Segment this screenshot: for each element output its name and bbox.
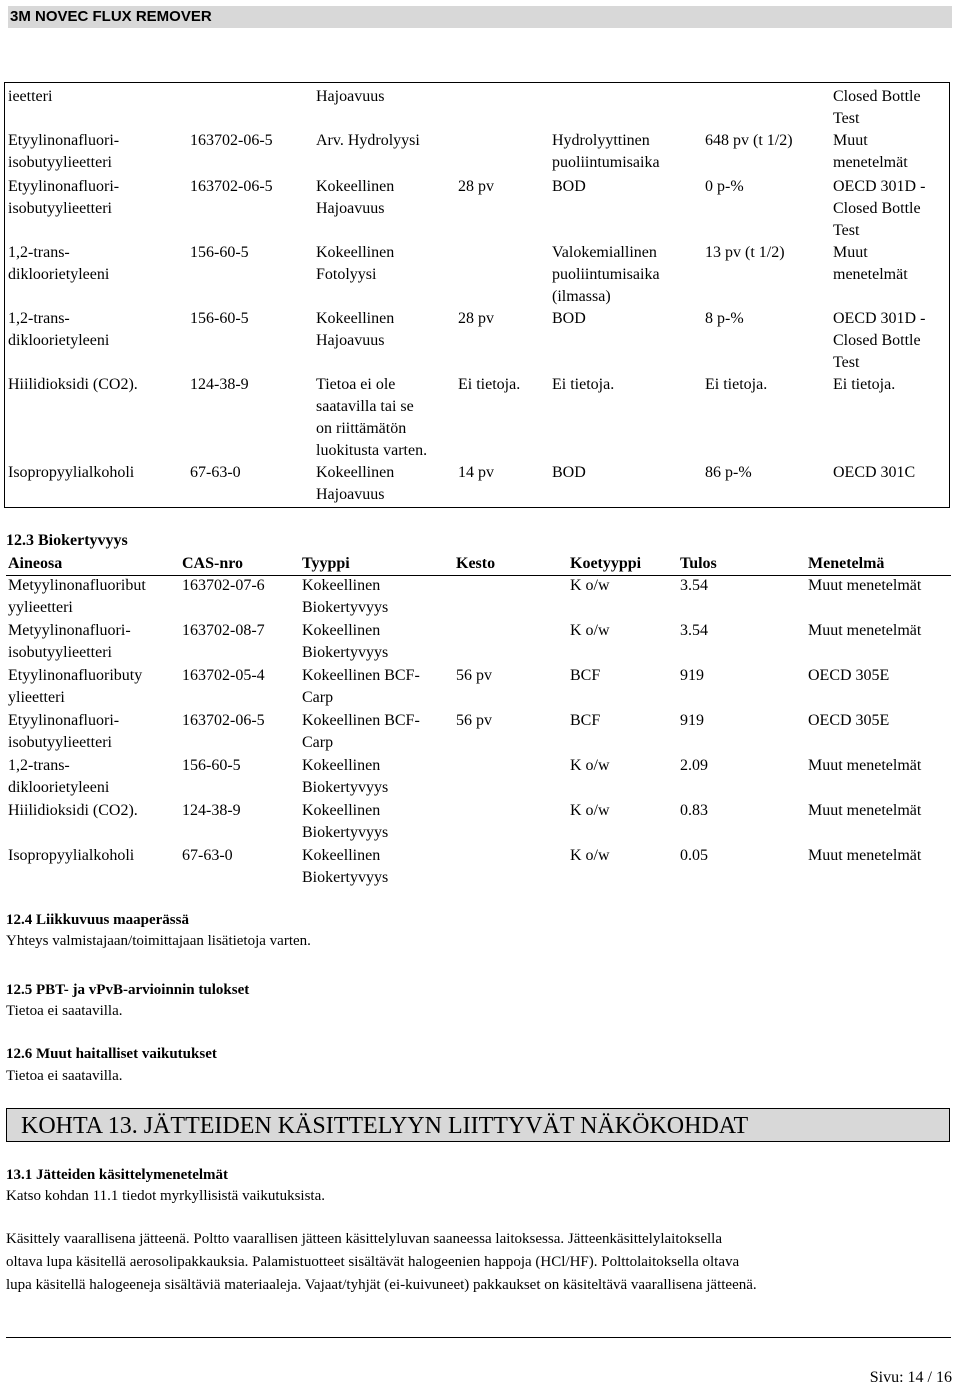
bioaccumulation-cell-duration: 56 pv xyxy=(456,712,492,729)
bioaccumulation-cell-method: Muut menetelmät xyxy=(808,847,922,864)
degradation-cell-method: Closed Bottle Test xyxy=(833,88,921,127)
degradation-cell-type: Kokeellinen Hajoavuus xyxy=(316,310,395,349)
section-12-4-heading: 12.4 Liikkuvuus maaperässä xyxy=(6,912,189,928)
degradation-cell-method: Ei tietoja. xyxy=(833,376,896,393)
bioaccumulation-cell-test-type: K o/w xyxy=(570,577,610,594)
degradation-cell-method: OECD 301C xyxy=(833,464,916,481)
column-header-duration: Kesto xyxy=(456,555,496,572)
column-header-cas: CAS-nro xyxy=(182,555,244,572)
degradation-cell-cas: 156-60-5 xyxy=(190,244,249,261)
degradation-cell-type: Tietoa ei ole saatavilla tai se on riittämätön luokitusta varten. xyxy=(316,376,428,459)
bioaccumulation-cell-result: 919 xyxy=(680,667,704,684)
bioaccumulation-cell-method: OECD 305E xyxy=(808,667,890,684)
degradation-table xyxy=(4,82,950,508)
degradation-cell-substance: ieetteri xyxy=(8,88,53,105)
degradation-cell-duration: 28 pv xyxy=(458,178,494,195)
bioaccumulation-cell-method: Muut menetelmät xyxy=(808,622,922,639)
bioaccumulation-cell-type: Kokeellinen BCF- Carp xyxy=(302,667,420,706)
degradation-cell-test-type: Ei tietoja. xyxy=(552,376,615,393)
degradation-cell-duration: 28 pv xyxy=(458,310,494,327)
bioaccumulation-cell-substance: Etyylinonafluori- isobutyylieetteri xyxy=(8,712,120,751)
bioaccumulation-cell-result: 3.54 xyxy=(680,577,708,594)
degradation-cell-result: 86 p-% xyxy=(705,464,752,481)
bioaccumulation-cell-cas: 163702-06-5 xyxy=(182,712,265,729)
bioaccumulation-cell-cas: 163702-05-4 xyxy=(182,667,265,684)
degradation-cell-cas: 156-60-5 xyxy=(190,310,249,327)
degradation-cell-result: Ei tietoja. xyxy=(705,376,768,393)
degradation-cell-method: OECD 301D - Closed Bottle Test xyxy=(833,178,926,239)
bioaccumulation-cell-result: 0.83 xyxy=(680,802,708,819)
section-13-1-text: Katso kohdan 11.1 tiedot myrkyllisistä vaikutuksista. xyxy=(6,1188,325,1204)
footer-divider xyxy=(6,1337,951,1338)
degradation-cell-cas: 163702-06-5 xyxy=(190,132,273,149)
bioaccumulation-cell-cas: 124-38-9 xyxy=(182,802,241,819)
column-header-result: Tulos xyxy=(680,555,717,572)
degradation-cell-cas: 124-38-9 xyxy=(190,376,249,393)
degradation-cell-method: OECD 301D - Closed Bottle Test xyxy=(833,310,926,371)
degradation-cell-type: Hajoavuus xyxy=(316,88,385,105)
bioaccumulation-cell-substance: Hiilidioksidi (CO2). xyxy=(8,802,138,819)
bioaccumulation-cell-type: Kokeellinen Biokertyvyys xyxy=(302,802,389,841)
kohta-13-banner: KOHTA 13. JÄTTEIDEN KÄSITTELYYN LIITTYVÄT NÄKÖKOHDAT xyxy=(6,1108,950,1142)
bioaccumulation-cell-result: 3.54 xyxy=(680,622,708,639)
degradation-cell-substance: Etyylinonafluori- isobutyylieetteri xyxy=(8,178,120,217)
degradation-cell-result: 0 p-% xyxy=(705,178,744,195)
section-12-4-text: Yhteys valmistajaan/toimittajaan lisätietoja varten. xyxy=(6,933,311,949)
bioaccumulation-cell-test-type: K o/w xyxy=(570,847,610,864)
bioaccumulation-cell-test-type: K o/w xyxy=(570,757,610,774)
bioaccumulation-cell-test-type: BCF xyxy=(570,667,601,684)
degradation-cell-type: Kokeellinen Hajoavuus xyxy=(316,178,395,217)
bioaccumulation-cell-cas: 163702-08-7 xyxy=(182,622,265,639)
bioaccumulation-cell-cas: 67-63-0 xyxy=(182,847,233,864)
section-13-1-heading: 13.1 Jätteiden käsittelymenetelmät xyxy=(6,1167,229,1183)
bioaccumulation-cell-type: Kokeellinen Biokertyvyys xyxy=(302,847,389,886)
degradation-cell-substance: Hiilidioksidi (CO2). xyxy=(8,376,138,393)
bioaccumulation-cell-method: Muut menetelmät xyxy=(808,577,922,594)
section-12-5-text: Tietoa ei saatavilla. xyxy=(6,1003,123,1019)
bioaccumulation-cell-method: Muut menetelmät xyxy=(808,802,922,819)
bioaccumulation-cell-type: Kokeellinen Biokertyvyys xyxy=(302,757,389,796)
disposal-paragraph-line-2: oltava lupa käsitellä aerosolipakkauksia. Palamistuotteet sisältävät halogeenien happoja (HCl/HF). Polttolaitoksella oltava xyxy=(6,1254,740,1270)
degradation-cell-cas: 163702-06-5 xyxy=(190,178,273,195)
degradation-cell-test-type: BOD xyxy=(552,310,586,327)
section-12-6-text: Tietoa ei saatavilla. xyxy=(6,1068,123,1084)
bioaccumulation-cell-cas: 156-60-5 xyxy=(182,757,241,774)
bioaccumulation-cell-result: 0.05 xyxy=(680,847,708,864)
bioaccumulation-cell-method: OECD 305E xyxy=(808,712,890,729)
bioaccumulation-cell-duration: 56 pv xyxy=(456,667,492,684)
degradation-cell-result: 13 pv (t 1/2) xyxy=(705,244,785,261)
degradation-cell-cas: 67-63-0 xyxy=(190,464,241,481)
document-header: 3M NOVEC FLUX REMOVER xyxy=(8,6,952,28)
section-12-3-heading: 12.3 Biokertyvyys xyxy=(6,532,128,549)
degradation-cell-test-type: Hydrolyyttinen puoliintumisaika xyxy=(552,132,660,171)
bioaccumulation-cell-test-type: K o/w xyxy=(570,622,610,639)
degradation-cell-method: Muut menetelmät xyxy=(833,244,908,283)
column-header-method: Menetelmä xyxy=(808,555,885,572)
bioaccumulation-cell-cas: 163702-07-6 xyxy=(182,577,265,594)
degradation-cell-substance: Isopropyylialkoholi xyxy=(8,464,135,481)
bioaccumulation-cell-substance: Metyylinonafluori- isobutyylieetteri xyxy=(8,622,131,661)
column-header-test-type: Koetyyppi xyxy=(570,555,642,572)
degradation-cell-duration: Ei tietoja. xyxy=(458,376,521,393)
column-header-substance: Aineosa xyxy=(8,555,63,572)
column-header-type: Tyyppi xyxy=(302,555,350,572)
bioaccumulation-cell-substance: Etyylinonafluoributy ylieetteri xyxy=(8,667,143,706)
section-12-5-heading: 12.5 PBT- ja vPvB-arvioinnin tulokset xyxy=(6,982,250,998)
degradation-cell-test-type: BOD xyxy=(552,464,586,481)
bioaccumulation-cell-method: Muut menetelmät xyxy=(808,757,922,774)
bioaccumulation-cell-substance: 1,2-trans- dikloorietyleeni xyxy=(8,757,110,796)
bioaccumulation-cell-type: Kokeellinen Biokertyvyys xyxy=(302,577,389,616)
degradation-cell-substance: 1,2-trans- dikloorietyleeni xyxy=(8,310,110,349)
bioaccumulation-cell-test-type: K o/w xyxy=(570,802,610,819)
degradation-cell-type: Kokeellinen Hajoavuus xyxy=(316,464,395,503)
degradation-cell-substance: Etyylinonafluori- isobutyylieetteri xyxy=(8,132,120,171)
degradation-cell-substance: 1,2-trans- dikloorietyleeni xyxy=(8,244,110,283)
degradation-cell-test-type: BOD xyxy=(552,178,586,195)
disposal-paragraph-line-1: Käsittely vaarallisena jätteenä. Poltto vaarallisen jätteen käsittelyluvan saaneessa laitoksessa. Jätteenkäsittelylaitoksella xyxy=(6,1231,723,1247)
degradation-cell-method: Muut menetelmät xyxy=(833,132,908,171)
page-number: Sivu: 14 / 16 xyxy=(869,1369,952,1386)
bioaccumulation-cell-result: 919 xyxy=(680,712,704,729)
bioaccumulation-cell-test-type: BCF xyxy=(570,712,601,729)
degradation-cell-test-type: Valokemiallinen puoliintumisaika (ilmassa) xyxy=(552,244,660,305)
degradation-cell-duration: 14 pv xyxy=(458,464,494,481)
degradation-cell-result: 8 p-% xyxy=(705,310,744,327)
bioaccumulation-cell-type: Kokeellinen Biokertyvyys xyxy=(302,622,389,661)
bioaccumulation-cell-substance: Metyylinonafluoribut yylieetteri xyxy=(8,577,146,616)
section-12-6-heading: 12.6 Muut haitalliset vaikutukset xyxy=(6,1046,217,1062)
degradation-cell-type: Arv. Hydrolyysi xyxy=(316,132,420,149)
degradation-cell-result: 648 pv (t 1/2) xyxy=(705,132,793,149)
disposal-paragraph-line-3: lupa käsitellä halogeeneja sisältäviä materiaaleja. Vajaat/tyhjät (ei-kuivuneet) pakkaukset on käsiteltävä vaarallisena jätteenä. xyxy=(6,1277,757,1293)
bioaccumulation-cell-type: Kokeellinen BCF- Carp xyxy=(302,712,420,751)
degradation-cell-type: Kokeellinen Fotolyysi xyxy=(316,244,395,283)
bioaccumulation-cell-result: 2.09 xyxy=(680,757,708,774)
bioaccumulation-cell-substance: Isopropyylialkoholi xyxy=(8,847,135,864)
